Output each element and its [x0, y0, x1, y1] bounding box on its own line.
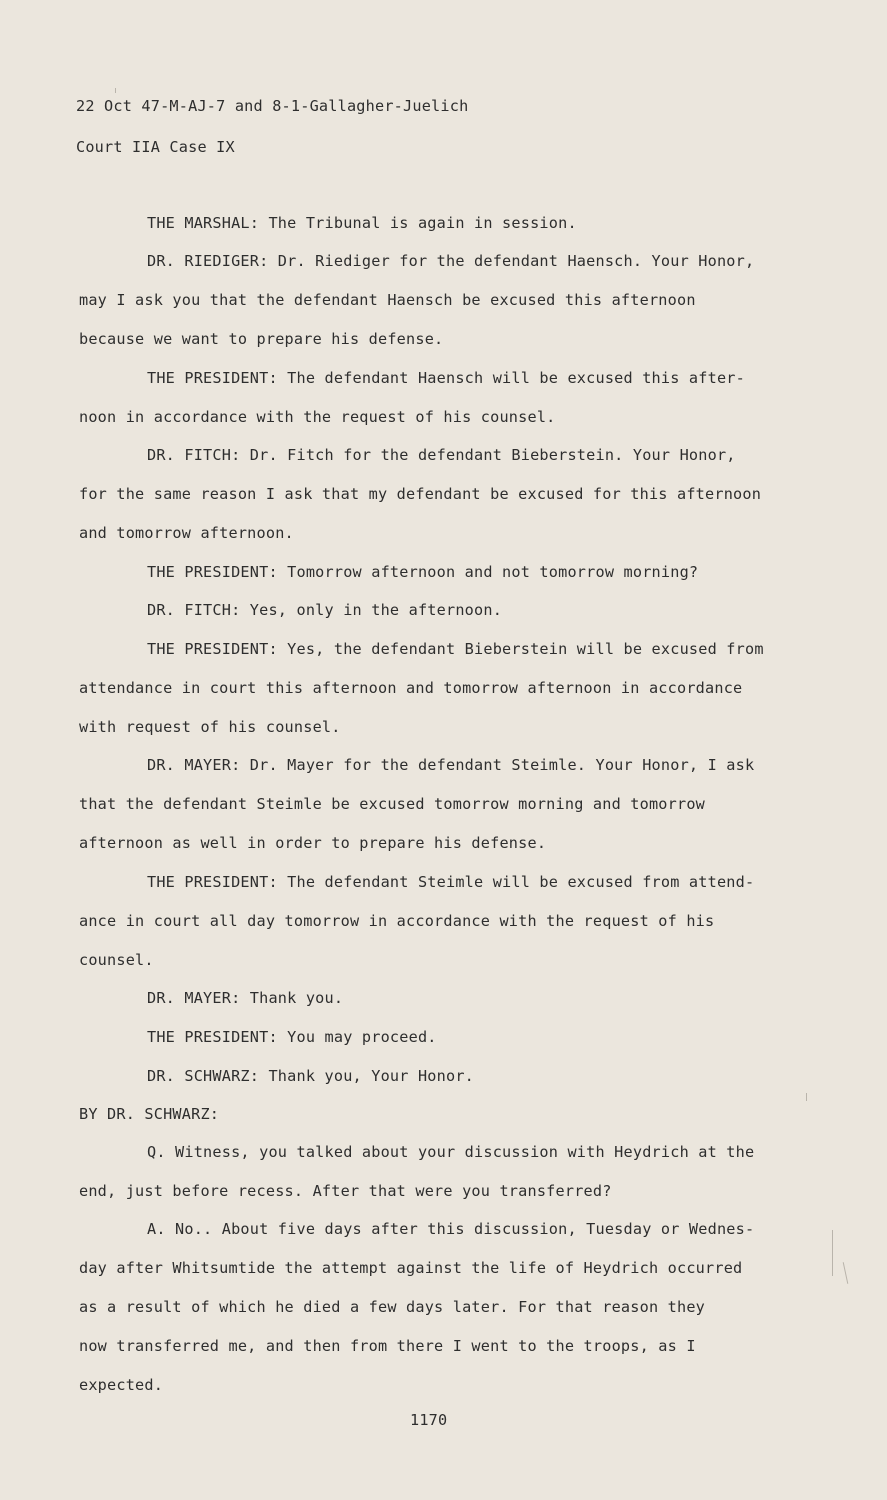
transcript-line: DR. FITCH: Yes, only in the afternoon.	[147, 601, 503, 619]
transcript-line: expected.	[79, 1376, 164, 1394]
transcript-line: counsel.	[79, 951, 154, 969]
transcript-line: afternoon as well in order to prepare his defense.	[79, 834, 547, 852]
transcript-line: A. No.. About five days after this discussion, Tuesday or Wednes-	[147, 1220, 755, 1238]
transcript-line: that the defendant Steimle be excused tomorrow morning and tomorrow	[79, 795, 706, 813]
transcript-line: Q. Witness, you talked about your discussion with Heydrich at the	[147, 1143, 755, 1161]
transcript-line: THE PRESIDENT: Tomorrow afternoon and not tomorrow morning?	[147, 563, 699, 581]
transcript-line: DR. SCHWARZ: Thank you, Your Honor.	[147, 1067, 475, 1085]
transcript-line: noon in accordance with the request of his counsel.	[79, 408, 556, 426]
transcript-line: THE PRESIDENT: Yes, the defendant Bieberstein will be excused from	[147, 640, 764, 658]
transcript-line: ance in court all day tomorrow in accordance with the request of his	[79, 912, 715, 930]
transcript-line: DR. RIEDIGER: Dr. Riediger for the defendant Haensch. Your Honor,	[147, 252, 755, 270]
transcript-line: THE MARSHAL: The Tribunal is again in session.	[147, 214, 577, 232]
transcript-line: for the same reason I ask that my defendant be excused for this afternoon	[79, 485, 762, 503]
page-number: 1170	[410, 1411, 448, 1429]
transcript-line: end, just before recess. After that were you transferred?	[79, 1182, 612, 1200]
transcript-line: with request of his counsel.	[79, 718, 341, 736]
transcript-line: may I ask you that the defendant Haensch be excused this afternoon	[79, 291, 696, 309]
margin-pencil-mark	[832, 1230, 833, 1276]
transcript-line: day after Whitsumtide the attempt against the life of Heydrich occurred	[79, 1259, 743, 1277]
header-reference: 22 Oct 47-M-AJ-7 and 8-1-Gallagher-Juelich	[76, 97, 469, 115]
transcript-line: THE PRESIDENT: You may proceed.	[147, 1028, 437, 1046]
transcript-line: BY DR. SCHWARZ:	[79, 1105, 220, 1123]
margin-pencil-mark	[115, 88, 116, 93]
transcript-line: attendance in court this afternoon and tomorrow afternoon in accordance	[79, 679, 743, 697]
margin-pencil-mark	[806, 1093, 807, 1101]
transcript-line: DR. FITCH: Dr. Fitch for the defendant Bieberstein. Your Honor,	[147, 446, 736, 464]
transcript-line: DR. MAYER: Dr. Mayer for the defendant Steimle. Your Honor, I ask	[147, 756, 755, 774]
transcript-line: THE PRESIDENT: The defendant Steimle will be excused from attend-	[147, 873, 755, 891]
transcript-line: as a result of which he died a few days later. For that reason they	[79, 1298, 706, 1316]
margin-pencil-mark	[843, 1262, 849, 1284]
transcript-line: now transferred me, and then from there I went to the troops, as I	[79, 1337, 696, 1355]
transcript-line: DR. MAYER: Thank you.	[147, 989, 344, 1007]
transcript-line: and tomorrow afternoon.	[79, 524, 294, 542]
transcript-line: THE PRESIDENT: The defendant Haensch will be excused this after-	[147, 369, 745, 387]
header-court-case: Court IIA Case IX	[76, 138, 235, 156]
transcript-line: because we want to prepare his defense.	[79, 330, 444, 348]
